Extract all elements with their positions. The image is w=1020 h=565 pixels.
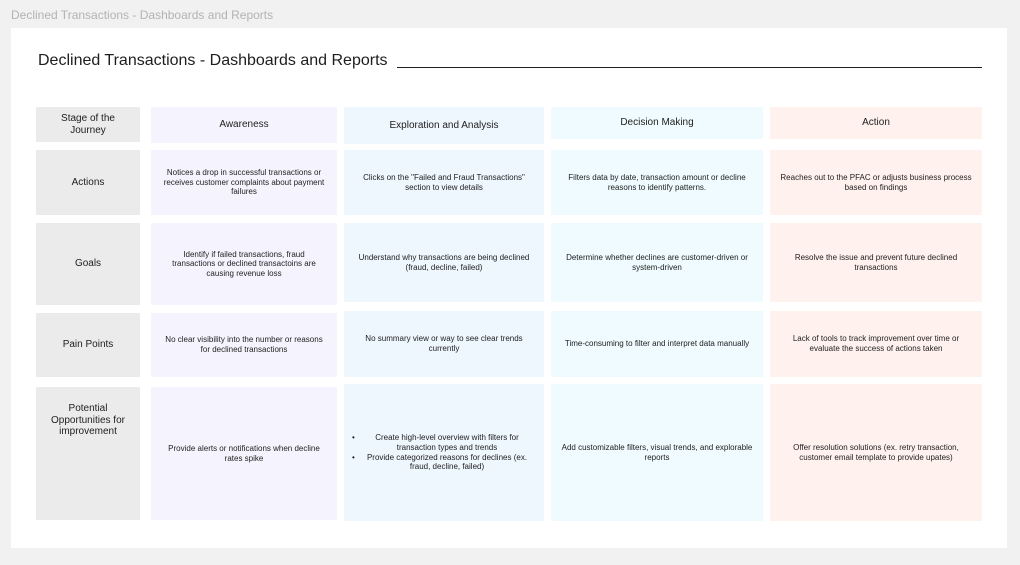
goals-decision[interactable]: Determine whether declines are customer-driven or system-driven	[551, 223, 763, 302]
opportunities-exploration-list	[354, 433, 534, 471]
goals-exploration[interactable]: Understand why transactions are being declined (fraud, decline, failed)	[344, 223, 544, 302]
row-label-pain-points[interactable]: Pain Points	[36, 313, 140, 377]
header-exploration[interactable]: Exploration and Analysis	[344, 107, 544, 144]
actions-awareness[interactable]: Notices a drop in successful transactions or receives customer complaints about payment failures	[151, 150, 337, 215]
opportunities-action[interactable]: Offer resolution solutions (ex. retry transaction, customer email template to provide upates)	[770, 384, 982, 521]
title-underline	[397, 67, 982, 68]
row-label-goals[interactable]: Goals	[36, 223, 140, 305]
actions-decision[interactable]: Filters data by date, transaction amount or decline reasons to identify patterns.	[551, 150, 763, 215]
opportunities-decision[interactable]: Add customizable filters, visual trends, and explorable reports	[551, 384, 763, 521]
goals-awareness[interactable]: Identify if failed transactions, fraud transactions or declined transactoins are causing revenue loss	[151, 223, 337, 305]
bullet-item: • Provide categorized reasons for declines (ex. fraud, decline, failed)	[354, 453, 534, 472]
bullet-item: • Create high-level overview with filters for transaction types and trends	[354, 433, 534, 452]
row-label-actions[interactable]: Actions	[36, 150, 140, 215]
header-awareness[interactable]: Awareness	[151, 107, 337, 143]
goals-action[interactable]: Resolve the issue and prevent future declined transactions	[770, 223, 982, 302]
actions-action[interactable]: Reaches out to the PFAC or adjusts business process based on findings	[770, 150, 982, 215]
opportunities-exploration[interactable]	[344, 384, 544, 521]
opportunities-awareness[interactable]: Provide alerts or notifications when decline rates spike	[151, 387, 337, 520]
pain-awareness[interactable]: No clear visibility into the number or reasons for declined transactions	[151, 313, 337, 377]
actions-exploration[interactable]: Clicks on the "Failed and Fraud Transactions" section to view details	[344, 150, 544, 215]
page-title[interactable]: Declined Transactions - Dashboards and Reports	[38, 52, 388, 69]
pain-action[interactable]: Lack of tools to track improvement over time or evaluate the success of actions taken	[770, 311, 982, 377]
pain-exploration[interactable]: No summary view or way to see clear trends currently	[344, 311, 544, 377]
frame-label[interactable]: Declined Transactions - Dashboards and Reports	[11, 8, 274, 22]
pain-decision[interactable]: Time-consuming to filter and interpret data manually	[551, 311, 763, 377]
header-stage-label[interactable]: Stage of the Journey	[36, 107, 140, 142]
header-decision[interactable]: Decision Making	[551, 107, 763, 139]
header-action[interactable]: Action	[770, 107, 982, 139]
row-label-opportunities[interactable]: Potential Opportunities for improvement	[36, 387, 140, 520]
